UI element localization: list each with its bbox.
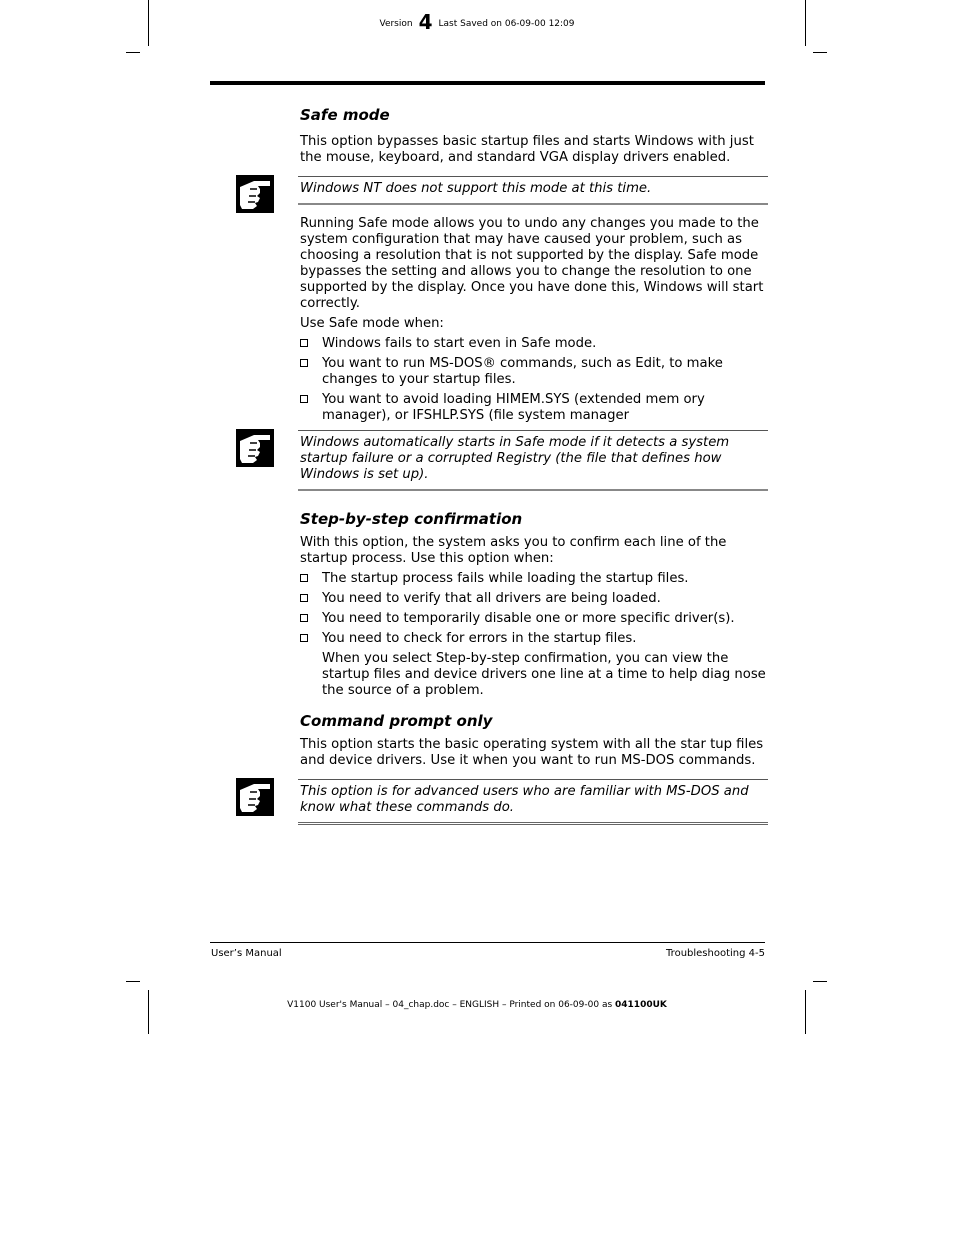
last-saved: Last Saved on 06-09-00 12:09 — [438, 19, 575, 29]
page-header — [0, 12, 954, 34]
crop-mark — [813, 52, 827, 53]
note-text: Windows automatically starts in Safe mode if it detects a system startup failure or a corrupted Registry (the file that defines how Windows is set up). — [300, 435, 730, 482]
crop-mark — [126, 981, 140, 982]
footer-left: User’s Manual — [211, 948, 282, 959]
crop-mark — [148, 990, 149, 1034]
pointing-hand-icon — [236, 175, 274, 213]
print-code: 041100UK — [615, 1000, 667, 1010]
note-text: This option is for advanced users who are familiar with MS-DOS and know what these commands do. — [300, 784, 749, 815]
step-by-step-bullets — [300, 571, 766, 647]
list-item: You need to temporarily disable one or more specific driver(s). — [300, 611, 766, 627]
checkbox-bullet-icon — [300, 395, 308, 403]
note-box — [298, 176, 768, 205]
note-box — [298, 779, 768, 825]
top-rule — [210, 81, 765, 85]
footer-right: Troubleshooting 4-5 — [666, 948, 765, 959]
safe-mode-body: Running Safe mode allows you to undo any changes you made to the system configuration that may have caused your problem, such as choosing a resolution that is not supported by the display. Safe mode bypasses the setting and allows you to change the resolution to one supported by the display. Once you have done this, Windows will start correctly. — [300, 216, 764, 311]
command-prompt-intro: This option starts the basic operating system with all the star tup files and device drivers. Use it when you want to run MS-DOS commands. — [300, 737, 764, 768]
heading-safe-mode: Safe mode — [300, 106, 390, 124]
footer-rule — [210, 942, 765, 943]
safe-mode-bullets — [300, 336, 766, 424]
print-info-text: V1100 User's Manual – 04_chap.doc – ENGLISH – Printed on 06-09-00 as — [287, 1000, 616, 1010]
checkbox-bullet-icon — [300, 614, 308, 622]
main-content — [300, 105, 766, 825]
print-info — [0, 1000, 954, 1010]
list-item: The startup process fails while loading the startup files. — [300, 571, 766, 587]
crop-mark — [126, 52, 140, 53]
step-by-step-continuation: When you select Step-by-step confirmation, you can view the startup files and device drivers one line at a time to help diag nose the source of a problem. — [322, 651, 766, 698]
crop-mark — [813, 981, 827, 982]
list-item: Windows fails to start even in Safe mode. — [300, 336, 766, 352]
version-number: 4 — [418, 10, 433, 34]
pointing-hand-icon — [236, 429, 274, 467]
checkbox-bullet-icon — [300, 594, 308, 602]
list-item: You need to verify that all drivers are being loaded. — [300, 591, 766, 607]
heading-command-prompt: Command prompt only — [300, 712, 493, 730]
note-box — [298, 430, 768, 491]
note-text: Windows NT does not support this mode at this time. — [300, 181, 652, 196]
safe-mode-use-when: Use Safe mode when: — [300, 316, 444, 331]
list-item: You want to avoid loading HIMEM.SYS (extended mem ory manager), or IFSHLP.SYS (file system manager — [300, 392, 766, 424]
checkbox-bullet-icon — [300, 359, 308, 367]
checkbox-bullet-icon — [300, 574, 308, 582]
safe-mode-intro: This option bypasses basic startup files and starts Windows with just the mouse, keyboard, and standard VGA display drivers enabled. — [300, 134, 754, 165]
checkbox-bullet-icon — [300, 339, 308, 347]
heading-step-by-step: Step-by-step confirmation — [300, 510, 523, 528]
step-by-step-intro: With this option, the system asks you to confirm each line of the startup process. Use this option when: — [300, 535, 727, 566]
checkbox-bullet-icon — [300, 634, 308, 642]
crop-mark — [805, 990, 806, 1034]
list-item: You need to check for errors in the startup files. — [300, 631, 766, 647]
version-label: Version — [379, 19, 413, 29]
list-item: You want to run MS-DOS® commands, such as Edit, to make changes to your startup files. — [300, 356, 766, 388]
pointing-hand-icon — [236, 778, 274, 816]
